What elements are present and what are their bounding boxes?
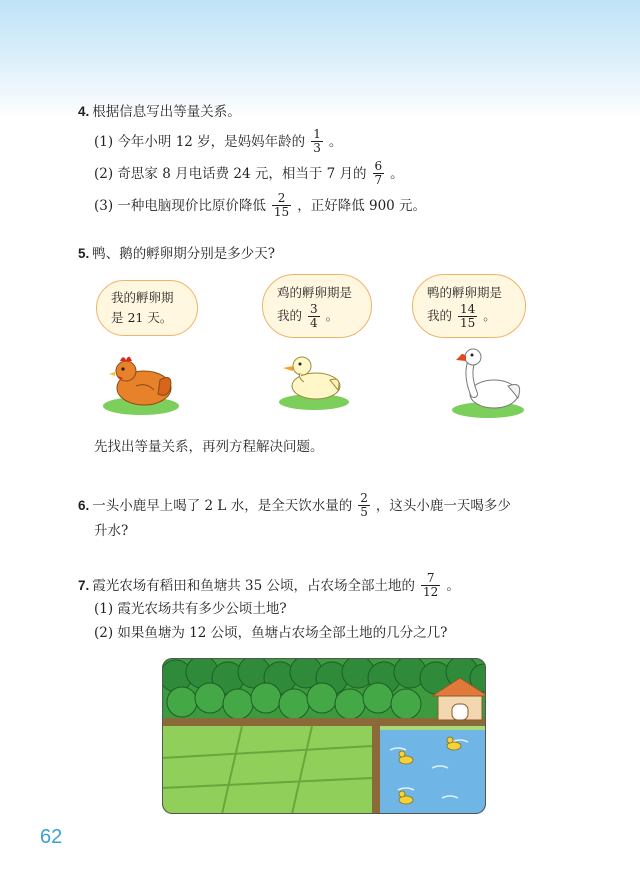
q4-item-2-fraction xyxy=(373,160,385,187)
fraction-numerator: 7 xyxy=(426,571,435,585)
duck-bubble-line-2-post: 。 xyxy=(325,308,339,323)
q4-item-3 xyxy=(94,192,426,219)
q4-item-1-fraction xyxy=(311,128,323,155)
q7-text-post: 。 xyxy=(446,577,460,594)
q7-item-2-text: 如果鱼塘为 12 公顷，鱼塘占农场全部土地的几分之几? xyxy=(117,625,448,641)
fraction-numerator: 3 xyxy=(310,301,318,316)
q7-line-1 xyxy=(78,572,460,599)
q7-item-2 xyxy=(94,624,447,642)
farm-illustration xyxy=(162,658,486,814)
hen-bubble-line-2: 是 21 天。 xyxy=(111,310,173,325)
q4-title-text: 根据信息写出等量关系。 xyxy=(92,104,241,120)
fraction-denominator: 3 xyxy=(313,141,321,155)
fraction-numerator: 1 xyxy=(313,127,321,141)
fraction-numerator: 14 xyxy=(460,301,476,316)
q4-item-2-label: (2) xyxy=(94,165,114,182)
q4-number: 4. xyxy=(78,104,90,119)
q6-line-1 xyxy=(78,492,511,519)
q6-text-post: ，这头小鹿一天喝多少 xyxy=(375,497,511,514)
q6-text: 一头小鹿早上喝了 2 L 水，是全天饮水量的 xyxy=(92,497,353,514)
q7-item-1 xyxy=(94,600,287,618)
q5-title-text: 鸭、鹅的孵卵期分别是多少天? xyxy=(92,246,276,262)
q4-item-2-post: 。 xyxy=(390,165,404,182)
q4-item-3-label: (3) xyxy=(94,197,114,214)
fraction-denominator: 5 xyxy=(360,505,368,519)
q7-number: 7. xyxy=(78,577,90,593)
q7-fraction xyxy=(421,572,440,599)
q5-hint: 先找出等量关系，再列方程解决问题。 xyxy=(94,439,324,455)
hen-illustration xyxy=(100,346,182,418)
q7-item-1-text: 霞光农场共有多少公顷土地? xyxy=(117,601,287,617)
q7-text: 霞光农场有稻田和鱼塘共 35 公顷，占农场全部土地的 xyxy=(92,577,416,594)
q4-item-3-post: ，正好降低 900 元。 xyxy=(297,197,427,214)
q7-item-2-label: (2) xyxy=(94,625,114,641)
duck-bubble-line-1: 鸡的孵卵期是 xyxy=(277,284,353,300)
hen-bubble-line-1: 我的孵卵期 xyxy=(111,290,174,305)
duck-bubble-line-2 xyxy=(277,303,357,330)
q4-title xyxy=(78,103,241,121)
q5-number: 5. xyxy=(78,246,90,261)
q4-item-2-text: 奇思家 8 月电话费 24 元，相当于 7 月的 xyxy=(117,165,367,182)
q7-item-1-label: (1) xyxy=(94,601,114,617)
fraction-denominator: 4 xyxy=(310,315,318,330)
fraction-numerator: 2 xyxy=(277,191,286,205)
fraction-denominator: 7 xyxy=(374,173,383,187)
q4-item-1 xyxy=(94,128,342,155)
q4-item-1-post: 。 xyxy=(328,133,343,150)
goose-bubble-line-2 xyxy=(427,303,511,330)
goose-illustration xyxy=(446,344,526,420)
duck-bubble-fraction xyxy=(308,303,320,330)
goose-bubble-line-2-post: 。 xyxy=(483,308,496,323)
duck-illustration xyxy=(276,346,352,412)
q4-item-3-fraction xyxy=(272,192,291,219)
fraction-denominator: 15 xyxy=(273,205,290,219)
hen-speech-bubble xyxy=(96,280,198,336)
goose-bubble-fraction xyxy=(458,303,477,330)
q6-line-2: 升水? xyxy=(94,523,129,539)
q4-item-1-label: (1) xyxy=(94,133,114,150)
q6-fraction xyxy=(358,492,370,519)
duck-speech-bubble xyxy=(262,274,372,338)
goose-bubble-line-1: 鸭的孵卵期是 xyxy=(427,284,503,300)
header-band xyxy=(0,0,640,120)
q6-number: 6. xyxy=(78,497,90,513)
q4-item-1-text: 今年小明 12 岁，是妈妈年龄的 xyxy=(117,133,306,150)
fraction-denominator: 12 xyxy=(423,585,439,599)
fraction-numerator: 2 xyxy=(360,491,368,505)
goose-speech-bubble xyxy=(412,274,526,338)
duck-bubble-line-2-text: 我的 xyxy=(277,308,303,323)
page-number: 62 xyxy=(40,826,63,848)
fraction-denominator: 15 xyxy=(460,315,476,330)
fraction-numerator: 6 xyxy=(374,159,383,173)
q5-title xyxy=(78,245,275,263)
q4-item-2 xyxy=(94,160,404,187)
goose-bubble-line-2-text: 我的 xyxy=(427,308,453,323)
q4-item-3-text: 一种电脑现价比原价降低 xyxy=(117,197,266,214)
